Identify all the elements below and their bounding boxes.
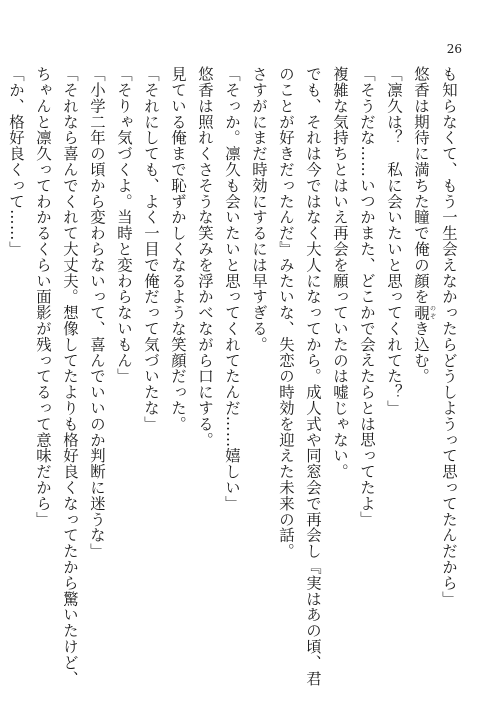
text-line: 「小学二年の頃から変わらないって、喜んでいいのか判断に迷うな」 bbox=[88, 66, 106, 559]
text-line: 「凛久は？ 私に会いたいと思ってくれてた？」 bbox=[385, 66, 403, 416]
text-line: 「それなら喜んでくれて大丈夫。想像してたよりも格好良くなってたから驚いたけど、 bbox=[61, 66, 79, 687]
vertical-body-text bbox=[7, 66, 462, 687]
text-line: も知らなくて、もう一生会えなかったらどうしようって思ってたんだから」 bbox=[440, 66, 458, 607]
page-number: 26 bbox=[446, 42, 462, 56]
text-line: 見ている俺まで恥ずかしくなるような笑顔だった。 bbox=[169, 66, 187, 432]
text-line: でも、それは今ではなく大人になってから。成人式や同窓会で再会し『実はあの頃、君 bbox=[304, 66, 322, 687]
text-line: 悠香は期待に満ちた瞳で俺の顔を覗のぞき込む。 bbox=[412, 66, 436, 385]
text-line: 複雑な気持ちとはいえ再会を願っていたのは嘘じゃない。 bbox=[331, 66, 349, 480]
text-line: さすがにまだ時効にするには早すぎる。 bbox=[250, 66, 268, 353]
text-line: 「そりゃ気づくよ。当時と変わらないもん」 bbox=[115, 66, 133, 384]
text-line: 悠香は照れくさそうな笑みを浮かべながら口にする。 bbox=[196, 66, 214, 448]
ruby-annotation: 覗のぞ bbox=[412, 304, 436, 321]
text-line: 「そっか。凛久も会いたいと思ってくれてたんだ……嬉しい」 bbox=[223, 66, 241, 512]
text-line: のことが好きだったんだ』みたいな、失恋の時効を迎えた未来の話。 bbox=[277, 66, 295, 559]
text-line: 「か、格好良くって……」 bbox=[7, 66, 25, 257]
text-line: 「それにしても、よく一目で俺だって気づいたな」 bbox=[142, 66, 160, 432]
text-line: ちゃんと凛久ってわかるくらい面影が残ってるって意味だから」 bbox=[34, 66, 52, 528]
text-line: 「そうだな……いつかまた、どこかで会えたらとは思ってたよ」 bbox=[358, 66, 376, 528]
